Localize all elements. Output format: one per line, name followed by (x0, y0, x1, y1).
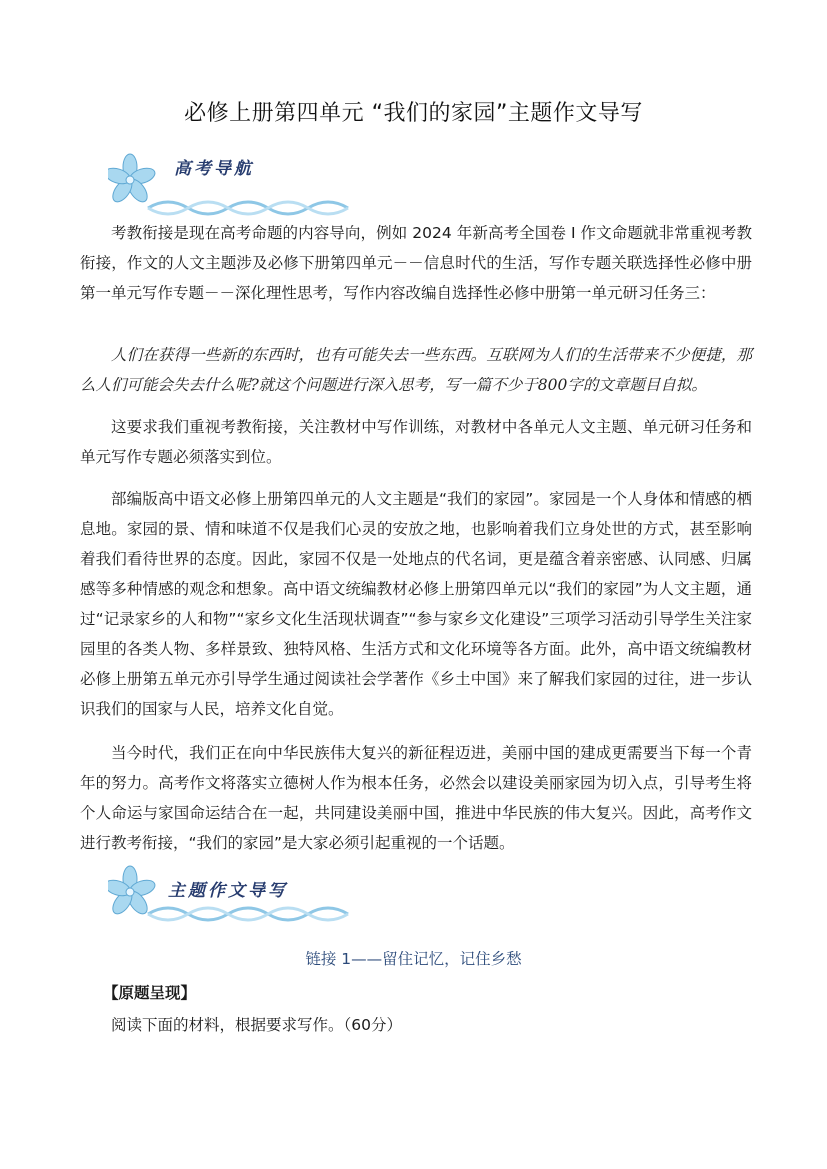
link-1-title: 链接 1——留住记忆，记住乡愁 (305, 950, 522, 968)
instruction-line: 阅读下面的材料，根据要求写作。（60分） (111, 1016, 402, 1034)
paragraph-2: 这要求我们重视考教衔接，关注教材中写作训练，对教材中各单元人文主题、单元研习任务和单元写作专题必须落实到位。 (80, 418, 752, 466)
paragraph-4: 当今时代，我们正在向中华民族伟大复兴的新征程迈进，美丽中国的建成更需要当下每一个青年的努力。高考作文将落实立德树人作为根本任务，必然会以建设美丽家园为切入点，引导考生将个人命运与家国命运结合在一起，共同建设美丽中国，推进中华民族的伟大复兴。因此，高考作文进行教考衔接，“我们的家园”是大家必须引起重视的一个话题。 (80, 744, 752, 852)
section-label-gaokao: 高考导航 (174, 159, 254, 179)
section-header-gaokao (108, 150, 368, 212)
section-header-theme (108, 862, 368, 924)
original-question-heading: 【原题呈现】 (103, 984, 197, 1002)
paragraph-1: 考教衔接是现在高考命题的内容导向，例如 2024 年新高考全国卷 I 作文命题就非常重视考教衔接，作文的人文主题涉及必修下册第四单元－－信息时代的生活，写作专题关联选择性必修中册第一单元写作专题－－深化理性思考，写作内容改编自选择性必修中册第一单元研习任务三： (80, 224, 752, 302)
paragraph-3: 部编版高中语文必修上册第四单元的人文主题是“我们的家园”。家园是一个人身体和情感的栖息地。家园的景、情和味道不仅是我们心灵的安放之地，也影响着我们立身处世的方式，甚至影响着我们看待世界的态度。因此，家园不仅是一处地点的代名词，更是蕴含着亲密感、认同感、归属感等多种情感的观念和想象。高中语文统编教材必修上册第四单元以“我们的家园”为人文主题，通过“记录家乡的人和物”“家乡文化生活现状调查”“参与家乡文化建设”三项学习活动引导学生关注家园里的各类人物、多样景致、独特风格、生活方式和文化环境等各方面。此外，高中语文统编教材必修上册第五单元亦引导学生通过阅读社会学著作《乡土中国》来了解我们家园的过往，进一步认识我们的国家与人民，培养文化自觉。 (80, 490, 752, 718)
section-label-theme: 主题作文导写 (168, 881, 288, 901)
quote-paragraph: 人们在获得一些新的东西时，也有可能失去一些东西。互联网为人们的生活带来不少便捷，那么人们可能会失去什么呢?就这个问题进行深入思考，写一篇不少于800字的文章题目自拟。 (80, 346, 752, 394)
page-title: 必修上册第四单元 “我们的家园”主题作文导写 (184, 101, 643, 126)
